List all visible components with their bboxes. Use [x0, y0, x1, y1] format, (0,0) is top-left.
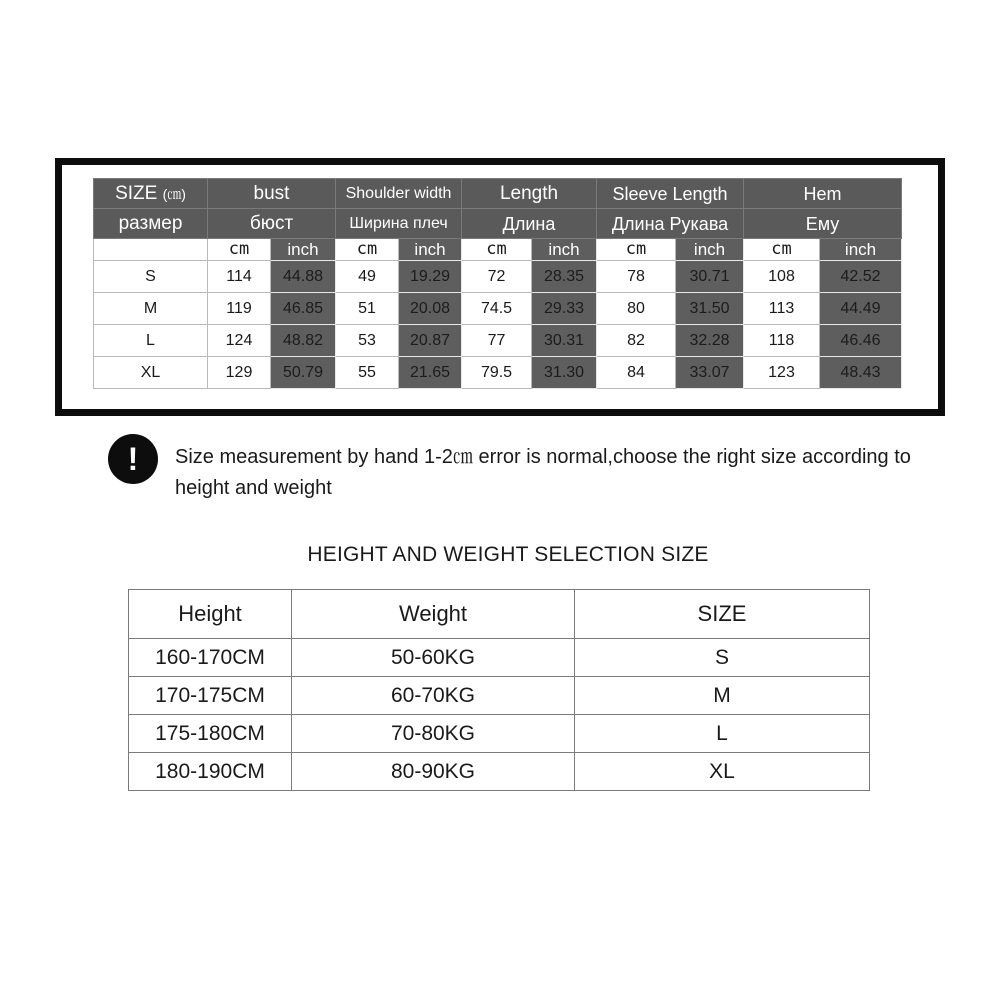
sleeve-inch-cell: 30.71	[676, 261, 744, 293]
size-chart-header-ru	[94, 209, 902, 239]
shoulder-cm-unit: cm	[336, 239, 399, 261]
bust-inch-cell: 48.82	[271, 325, 336, 357]
table-row	[129, 677, 870, 715]
sleeve-inch-cell: 32.28	[676, 325, 744, 357]
hem-inch-cell: 48.43	[820, 357, 902, 389]
height-weight-table	[128, 589, 870, 791]
weight-cell: 70-80KG	[292, 715, 575, 753]
size-header-label: SIZE	[115, 183, 158, 204]
hem-inch-cell: 44.49	[820, 293, 902, 325]
shoulder-inch-cell: 20.08	[399, 293, 462, 325]
hem-inch-cell: 46.46	[820, 325, 902, 357]
table-row	[94, 293, 902, 325]
length-inch-cell: 30.31	[532, 325, 597, 357]
shoulder-cm-cell: 53	[336, 325, 399, 357]
exclamation-icon: !	[108, 434, 158, 484]
sleeve-inch-cell: 33.07	[676, 357, 744, 389]
hem-header: Hem	[744, 179, 902, 209]
bust-cm-cell: 119	[208, 293, 271, 325]
bust-inch-cell: 46.85	[271, 293, 336, 325]
height-cell: 180-190CM	[129, 753, 292, 791]
weight-header: Weight	[292, 590, 575, 639]
length-header-ru: Длина	[462, 209, 597, 239]
bust-cm-cell: 114	[208, 261, 271, 293]
shoulder-cm-cell: 49	[336, 261, 399, 293]
unit-blank	[94, 239, 208, 261]
size-cell: XL	[94, 357, 208, 389]
shoulder-header: Shoulder width	[336, 179, 462, 209]
sleeve-inch-cell: 31.50	[676, 293, 744, 325]
length-cm-unit: cm	[462, 239, 532, 261]
length-cm-cell: 79.5	[462, 357, 532, 389]
weight-cell: 80-90KG	[292, 753, 575, 791]
size-chart-table	[93, 178, 902, 389]
size-cell: L	[575, 715, 870, 753]
length-cm-cell: 77	[462, 325, 532, 357]
bust-header-ru: бюст	[208, 209, 336, 239]
hem-inch-unit: inch	[820, 239, 902, 261]
hem-inch-cell: 42.52	[820, 261, 902, 293]
bust-cm-cell: 124	[208, 325, 271, 357]
table-row	[94, 357, 902, 389]
shoulder-header-ru: Ширина плеч	[336, 209, 462, 239]
size-chart-header-en	[94, 179, 902, 209]
hem-cm-cell: 108	[744, 261, 820, 293]
length-inch-cell: 28.35	[532, 261, 597, 293]
table-row	[94, 261, 902, 293]
table-row	[94, 325, 902, 357]
size-cell: S	[94, 261, 208, 293]
sleeve-cm-cell: 82	[597, 325, 676, 357]
size-cell: S	[575, 639, 870, 677]
weight-cell: 60-70KG	[292, 677, 575, 715]
weight-cell: 50-60KG	[292, 639, 575, 677]
length-inch-unit: inch	[532, 239, 597, 261]
size-cell: XL	[575, 753, 870, 791]
shoulder-inch-cell: 20.87	[399, 325, 462, 357]
hem-cm-unit: cm	[744, 239, 820, 261]
sleeve-cm-unit: cm	[597, 239, 676, 261]
sleeve-inch-unit: inch	[676, 239, 744, 261]
bust-inch-cell: 44.88	[271, 261, 336, 293]
size-cell: M	[94, 293, 208, 325]
shoulder-inch-unit: inch	[399, 239, 462, 261]
length-header: Length	[462, 179, 597, 209]
height-header: Height	[129, 590, 292, 639]
table-row	[129, 753, 870, 791]
measurement-notice: Size measurement by hand 1-2㎝ error is normal,choose the right size according to height and weight	[175, 446, 911, 499]
table-row	[129, 715, 870, 753]
size-header-unit: (㎝)	[162, 186, 186, 202]
shoulder-inch-cell: 21.65	[399, 357, 462, 389]
size-cell: M	[575, 677, 870, 715]
hem-header-ru: Ему	[744, 209, 902, 239]
shoulder-cm-cell: 51	[336, 293, 399, 325]
size-cell: L	[94, 325, 208, 357]
hem-cm-cell: 118	[744, 325, 820, 357]
sleeve-cm-cell: 80	[597, 293, 676, 325]
table-row	[129, 639, 870, 677]
size-header	[94, 179, 208, 209]
height-weight-header-row	[129, 590, 870, 639]
length-cm-cell: 74.5	[462, 293, 532, 325]
height-cell: 175-180CM	[129, 715, 292, 753]
sleeve-header-ru: Длина Рукава	[597, 209, 744, 239]
sleeve-cm-cell: 78	[597, 261, 676, 293]
hem-cm-cell: 123	[744, 357, 820, 389]
shoulder-cm-cell: 55	[336, 357, 399, 389]
height-cell: 170-175CM	[129, 677, 292, 715]
hem-cm-cell: 113	[744, 293, 820, 325]
bust-inch-unit: inch	[271, 239, 336, 261]
size-header-ru: размер	[94, 209, 208, 239]
length-cm-cell: 72	[462, 261, 532, 293]
bust-cm-unit: cm	[208, 239, 271, 261]
bust-cm-cell: 129	[208, 357, 271, 389]
height-weight-title: HEIGHT AND WEIGHT SELECTION SIZE	[307, 543, 709, 566]
bust-inch-cell: 50.79	[271, 357, 336, 389]
size-header: SIZE	[575, 590, 870, 639]
length-inch-cell: 29.33	[532, 293, 597, 325]
length-inch-cell: 31.30	[532, 357, 597, 389]
unit-row	[94, 239, 902, 261]
shoulder-inch-cell: 19.29	[399, 261, 462, 293]
sleeve-header: Sleeve Length	[597, 179, 744, 209]
bust-header: bust	[208, 179, 336, 209]
height-cell: 160-170CM	[129, 639, 292, 677]
sleeve-cm-cell: 84	[597, 357, 676, 389]
